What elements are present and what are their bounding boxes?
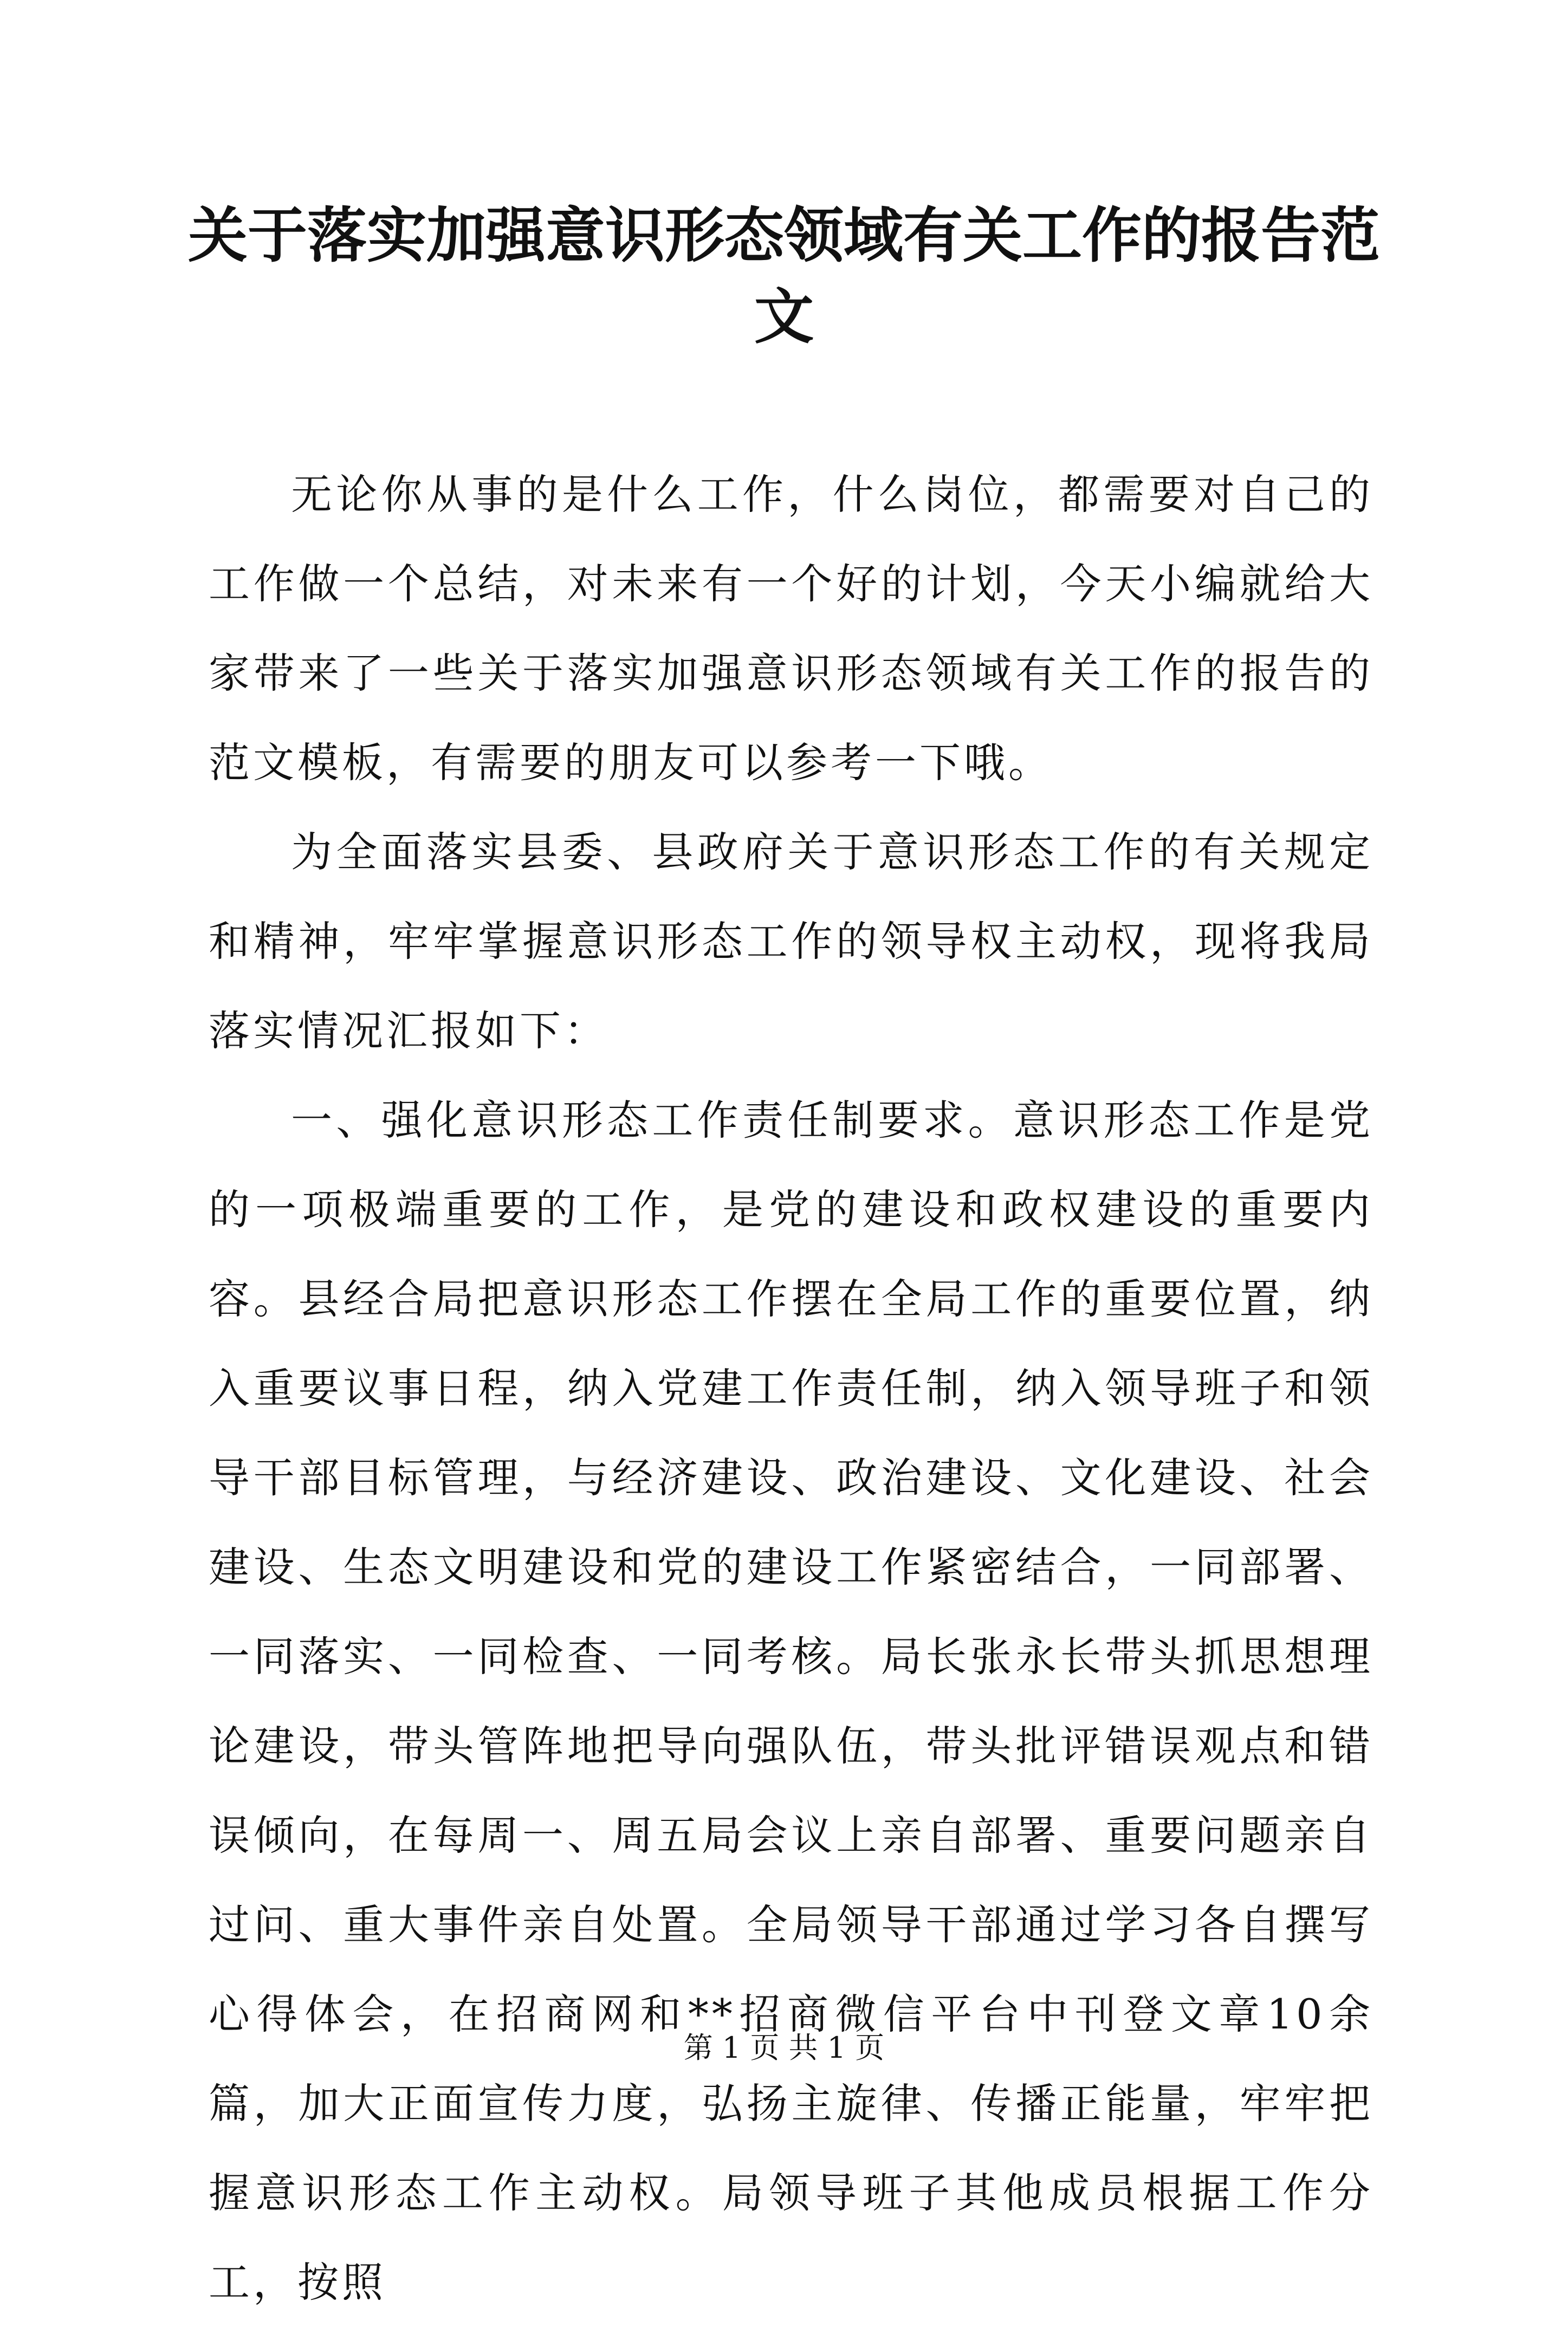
document-title: 关于落实加强意识形态领域有关工作的报告范文 (188, 200, 1380, 352)
paragraph-purpose: 为全面落实县委、县政府关于意识形态工作的有关规定和精神，牢牢掌握意识形态工作的领导权主动权，现将我局落实情况汇报如下： (209, 828, 1373, 1055)
page-number-footer: 第 1 页 共 1 页 (683, 2031, 885, 2065)
paragraph-intro: 无论你从事的是什么工作，什么岗位，都需要对自己的工作做一个总结，对未来有一个好的计划，今天小编就给大家带来了一些关于落实加强意识形态领域有关工作的报告的范文模板，有需要的朋友可以参考一下哦。 (209, 470, 1373, 787)
paragraph-section-one: 一、强化意识形态工作责任制要求。意识形态工作是党的一项极端重要的工作，是党的建设和政权建设的重要内容。县经合局把意识形态工作摆在全局工作的重要位置，纳入重要议事日程，纳入党建工作责任制，纳入领导班子和领导干部目标管理，与经济建设、政治建设、文化建设、社会建设、生态文明建设和党的建设工作紧密结合，一同部署、一同落实、一同检查、一同考核。局长张永长带头抓思想理论建设，带头管阵地把导向强队伍，带头批评错误观点和错误倾向，在每周一、周五局会议上亲自部署、重要问题亲自过问、重大事件亲自处置。全局领导干部通过学习各自撰写心得体会，在招商网和**招商微信平台中刊登文章10余篇，加大正面宣传力度，弘扬主旋律、传播正能量，牢牢把握意识形态工作主动权。局领导班子其他成员根据工作分工，按照 (209, 1096, 1373, 2306)
